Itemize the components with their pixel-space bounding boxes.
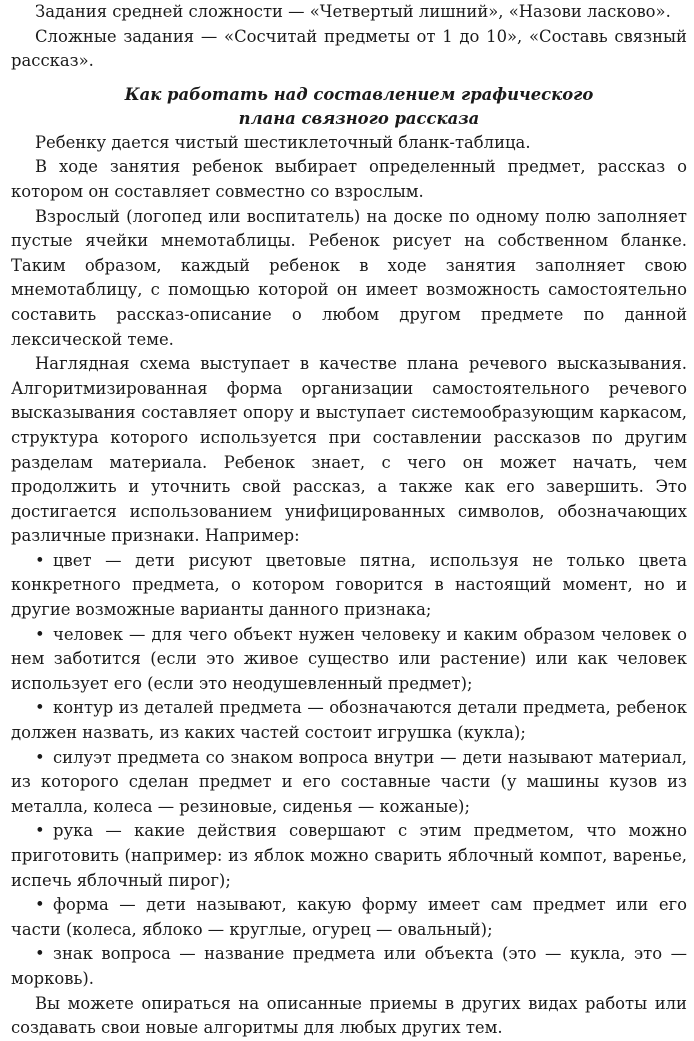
symbol-list xyxy=(11,549,687,992)
bullet-icon: • xyxy=(35,821,45,841)
list-item-text: цвет — дети рисуют цветовые пятна, используя не только цвета конкретного предмета, о котором говорится в настоящий момент, но и другие возможные варианты данного признака; xyxy=(11,550,687,620)
list-item-text: человек — для чего объект нужен человеку и каким образом человек о нем заботится (если это живое существо или растение) или как человек использует его (если это неодушевленный предмет); xyxy=(11,624,687,693)
list-item-person xyxy=(11,623,687,697)
document-page xyxy=(11,0,687,1041)
paragraph-adult-fills: Взрослый (логопед или воспитатель) на доске по одному полю заполняет пустые ячейки мнемотаблицы. Ребенок рисует на собственном бланке. Таким образом, каждый ребенок в ходе занятия заполняет свою мнемотаблицу, с помощью которой он имеет возможность самостоятельно составить рассказ-описание о любом другом предмете по данной лексической теме. xyxy=(11,206,687,349)
bullet-icon: • xyxy=(35,550,45,570)
paragraph-visual-scheme: Наглядная схема выступает в качестве плана речевого высказывания. Алгоритмизированная форма организации самостоятельного речевого высказывания составляет опору и выступает системообразующим каркасом, структура которого используется при составлении рассказов по другим разделам материала. Ребенок знает, с чего он может начать, чем продолжить и уточнить свой рассказ, а также как его завершить. Это достигается использованием унифицированных символов, обозначающих различные признаки. Например: xyxy=(11,354,687,546)
section-heading-line-1: Как работать над составлением графического xyxy=(124,84,594,104)
bullet-icon: • xyxy=(35,747,45,767)
paragraph-blank-table: Ребенку дается чистый шестиклеточный бланк-таблица. xyxy=(35,132,531,152)
bullet-icon: • xyxy=(35,944,45,964)
list-item-text: форма — дети называют, какую форму имеет сам предмет или его части (колеса, яблоко — круглые, огурец — овальный); xyxy=(11,895,687,939)
bullet-icon: • xyxy=(35,895,45,915)
list-item-contour xyxy=(11,696,687,745)
section-heading-line-2: плана связного рассказа xyxy=(238,108,480,128)
list-item-text: рука — какие действия совершают с этим предметом, что можно приготовить (например: из яблок можно сварить яблочный компот, варенье, испечь яблочный пирог); xyxy=(11,821,687,890)
intro-complex-tasks: Сложные задания — «Сосчитай предметы от 1 до 10», «Составь связный рассказ». xyxy=(11,26,687,71)
bullet-icon: • xyxy=(35,624,45,644)
intro-medium-tasks: Задания средней сложности — «Четвертый лишний», «Назови ласково». xyxy=(35,2,671,21)
section-heading xyxy=(11,83,687,131)
list-item-text: знак вопроса — название предмета или объекта (это — кукла, это — морковь). xyxy=(11,944,687,988)
list-item-text: контур из деталей предмета — обозначаются детали предмета, ребенок должен назвать, из каких частей состоит игрушка (кукла); xyxy=(11,698,687,743)
list-item-question-mark xyxy=(11,942,687,991)
list-item-shape xyxy=(11,893,687,942)
list-item-text: силуэт предмета со знаком вопроса внутри — дети называют материал, из которого сделан предмет и его составные части (у машины кузов из металла, колеса — резиновые, сиденья — кожаные); xyxy=(11,747,687,816)
paragraph-closing: Вы можете опираться на описанные приемы в других видах работы или создавать свои новые алгоритмы для любых других тем. xyxy=(11,993,687,1038)
list-item-color xyxy=(11,549,687,623)
list-item-hand xyxy=(11,819,687,893)
list-item-silhouette xyxy=(11,746,687,820)
bullet-icon: • xyxy=(35,698,45,718)
paragraph-choose-object: В ходе занятия ребенок выбирает определенный предмет, рассказ о котором он составляет совместно со взрослым. xyxy=(11,157,687,201)
